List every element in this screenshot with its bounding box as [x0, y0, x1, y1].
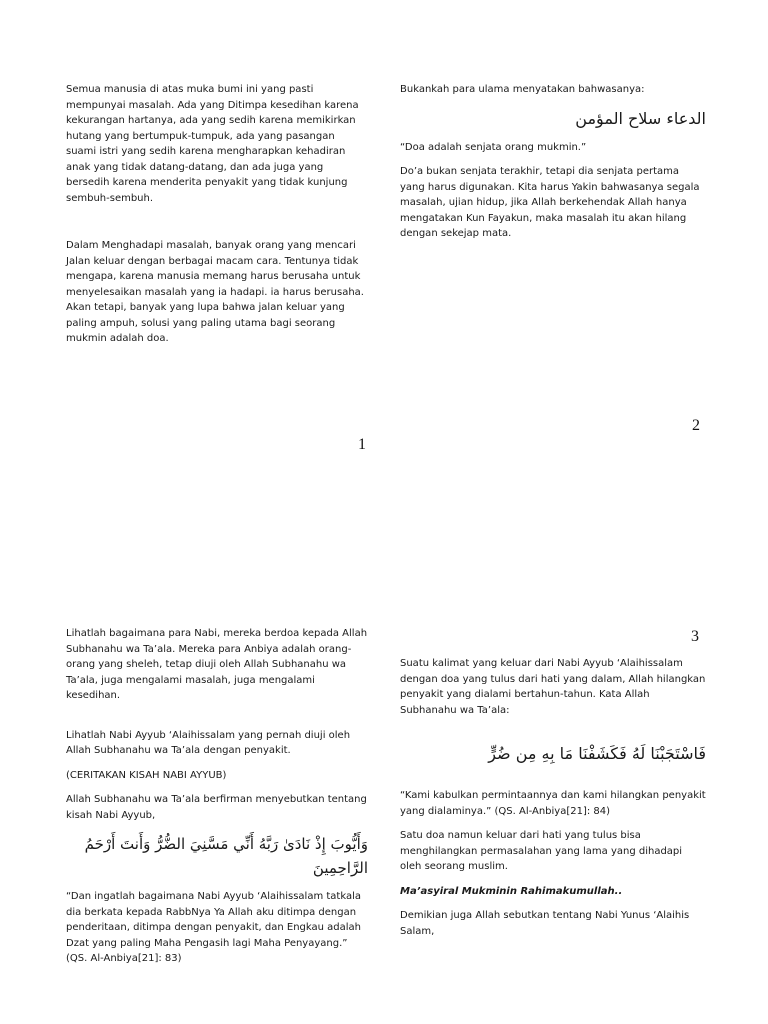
page-4-text [400, 656, 706, 948]
page-1-paragraph-1: Semua manusia di atas muka bumi ini yang pasti mempunyai masalah. Ada yang Ditimpa kesedihan karena kekurangan hartanya, ada yang sedih karena memikirkan hutang yang bertumpuk-tumpuk, ada yang pasangan suami istri yang sedih karena mengharapkan kehadiran anak yang tidak datang-datang, dan ada juga yang bersedih karena menderita penyakit yang tidak kunjung sembuh-sembuh. [66, 84, 359, 204]
page-4-paragraph-2: Satu doa namun keluar dari hati yang tulus bisa menghilangkan permasalahan yang lama yang dihadapi oleh seorang muslim. [400, 830, 683, 872]
page-4-arabic-verse: فَاسْتَجَبْنَا لَهُ فَكَشَفْنَا مَا بِهِ مِن ضُرٍّ [488, 744, 706, 763]
page-3-paragraph-4: Allah Subhanahu wa Ta’ala berfirman menyebutkan tentang kisah Nabi Ayyub, [66, 794, 367, 821]
page-3-arabic-verse: وَأَيُّوبَ إِذْ نَادَىٰ رَبَّهُ أَنِّي مَسَّنِيَ الضُّرُّ وَأَنتَ أَرْحَمُ الرَّاحِمِينَ [84, 835, 368, 877]
page-3-paragraph-2: Lihatlah Nabi Ayyub ‘Alaihissalam yang pernah diuji oleh Allah Subhanahu wa Ta’ala dengan penyakit. [66, 729, 351, 756]
page-2-arabic-quote: الدعاء سلاح المؤمن [575, 108, 706, 128]
page-2-translation: “Doa adalah senjata orang mukmin.” [400, 141, 587, 153]
page-2-paragraph: Do’a bukan senjata terakhir, tetapi dia senjata pertama yang harus digunakan. Kita harus Yakin bahwasanya segala masalah, ujian hidup, jika Allah berkehendak Allah hanya mengatakan Kun Fayakun, maka masalah itu akan hilang dengan sekejap mata. [400, 166, 700, 239]
page-1-text [66, 82, 368, 356]
page-number-3: 3 [691, 628, 699, 645]
page-3-paragraph-1: Lihatlah bagaimana para Nabi, mereka berdoa kepada Allah Subhanahu wa Ta’ala. Mereka para Anbiya adalah orang-orang yang sheleh, tetap diuji oleh Allah Subhanahu wa Ta’ala, juga mengalami masalah, juga mengalami kesedihan. [66, 628, 368, 701]
page-4-translation: “Kami kabulkan permintaannya dan kami hilangkan penyakit yang dialaminya.” (QS. Al-Anbiya[21]: 84) [400, 790, 706, 817]
page-2-text [400, 82, 706, 251]
page-number-1: 1 [358, 436, 366, 453]
page-4-paragraph-3: Demikian juga Allah sebutkan tentang Nabi Yunus ‘Alaihis Salam, [400, 910, 690, 937]
page-1-paragraph-2: Dalam Menghadapi masalah, banyak orang yang mencari Jalan keluar dengan berbagai macam cara. Tentunya tidak mengapa, karena manusia memang harus berusaha untuk menyelesaikan masalah yang ia hadapi. ia harus berusaha. Akan tetapi, banyak yang lupa bahwa jalan keluar yang paling ampuh, solusi yang paling utama bagi seorang mukmin adalah doa. [66, 240, 364, 344]
page-4-heading: Ma’asyiral Mukminin Rahimakumullah.. [400, 885, 623, 897]
page-2-intro: Bukankah para ulama menyatakan bahwasanya: [400, 84, 645, 95]
page-3-translation: “Dan ingatlah bagaimana Nabi Ayyub ‘Alaihissalam tatkala dia berkata kepada RabbNya Ya Allah aku ditimpa dengan penderitaan, ditimpa dengan penyakit, dan Engkau adalah Dzat yang paling Maha Pengasih lagi Maha Penyayang.” (QS. Al-Anbiya[21]: 83) [66, 891, 361, 964]
page-number-2: 2 [692, 417, 700, 434]
page-3-text [66, 626, 368, 976]
page-3-story-note: (CERITAKAN KISAH NABI AYYUB) [66, 769, 227, 781]
page-4-paragraph-1: Suatu kalimat yang keluar dari Nabi Ayyub ‘Alaihissalam dengan doa yang tulus dari hati yang dalam, Allah hilangkan penyakit yang dialami bertahun-tahun. Kata Allah Subhanahu wa Ta’ala: [400, 658, 706, 716]
